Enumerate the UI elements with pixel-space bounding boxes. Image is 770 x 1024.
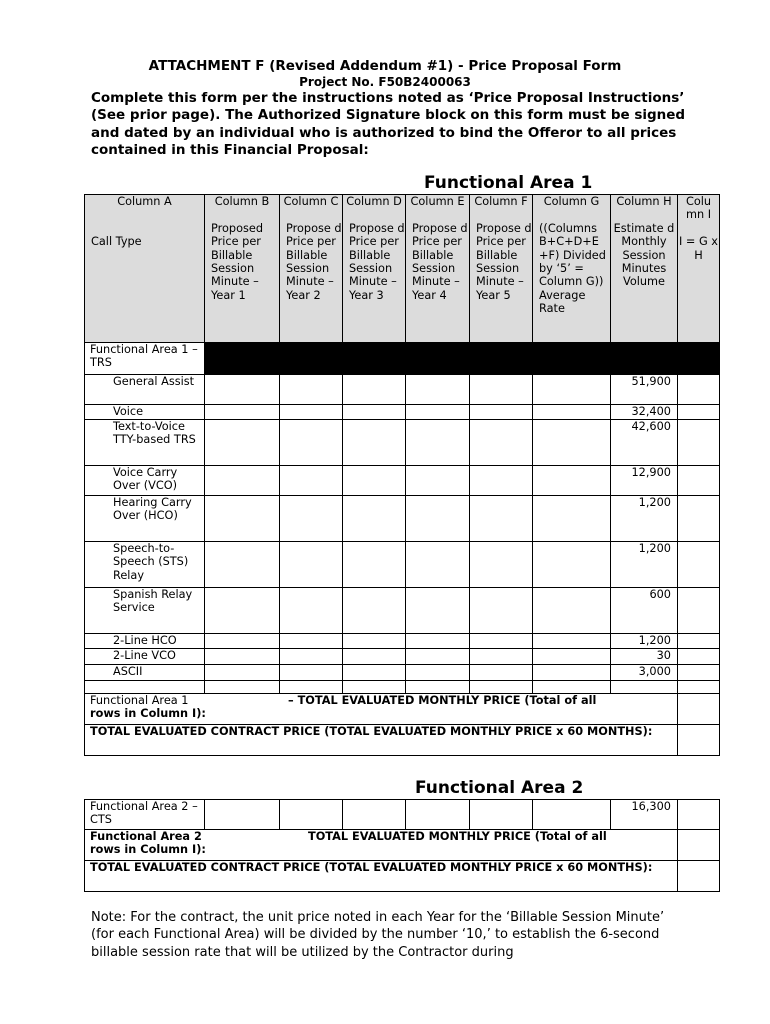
price-cell-year-4[interactable] bbox=[406, 466, 470, 496]
group-blackout bbox=[205, 343, 720, 375]
price-cell-year-1[interactable] bbox=[205, 588, 280, 634]
price-cell-year-4[interactable] bbox=[406, 588, 470, 634]
price-cell-year-3[interactable] bbox=[343, 496, 406, 542]
column-c-header: Column C Propose d Price per Billable Session Minute – Year 2 bbox=[280, 195, 343, 343]
call-type-label: Hearing Carry Over (HCO) bbox=[85, 496, 205, 542]
table-row bbox=[85, 542, 720, 588]
total-monthly-label: Functional Area 1 – TOTAL EVALUATED MONTHLY PRICE (Total of all rows in Column I): bbox=[85, 694, 678, 725]
table-row bbox=[85, 405, 720, 420]
instructions-paragraph: Complete this form per the instructions noted as ‘Price Proposal Instructions’ (See prior page). The Authorized Signature block on this form must be signed and dated by an individual who is authorized to bind the Offeror to all prices contained in this Financial Proposal: bbox=[91, 90, 686, 158]
total-monthly-row bbox=[85, 694, 720, 725]
table-row bbox=[85, 649, 720, 665]
average-rate-cell[interactable] bbox=[533, 405, 611, 420]
price-cell-year-4[interactable] bbox=[406, 634, 470, 649]
price-cell-year-1[interactable] bbox=[205, 634, 280, 649]
column-i-cell[interactable] bbox=[678, 665, 720, 681]
total-monthly-row bbox=[85, 830, 720, 861]
average-rate-cell[interactable] bbox=[533, 634, 611, 649]
price-cell-year-4[interactable] bbox=[406, 681, 470, 694]
volume-cell: 16,300 bbox=[611, 800, 678, 830]
column-i-cell[interactable] bbox=[678, 649, 720, 665]
total-monthly-value-cell[interactable] bbox=[678, 830, 720, 861]
price-cell-year-3[interactable] bbox=[343, 466, 406, 496]
price-cell-year-3[interactable] bbox=[343, 420, 406, 466]
column-i-cell[interactable] bbox=[678, 634, 720, 649]
table-row bbox=[85, 800, 720, 830]
note-paragraph: Note: For the contract, the unit price noted in each Year for the ‘Billable Session Minute’ (for each Functional Area) will be divided by the number ‘10,’ to establish the 6-second billable session rate that will be utilized by the Contractor during bbox=[91, 910, 665, 960]
column-f-header: Column F Propose d Price per Billable Session Minute – Year 5 bbox=[470, 195, 533, 343]
volume-cell: 42,600 bbox=[611, 420, 678, 466]
group-label: Functional Area 1 – TRS bbox=[85, 343, 205, 375]
price-cell-year-4[interactable] bbox=[406, 496, 470, 542]
column-i-header: Colu mn I I = G x H bbox=[678, 195, 720, 343]
column-i-cell[interactable] bbox=[678, 375, 720, 405]
price-cell-year-2[interactable] bbox=[280, 375, 343, 405]
price-cell-year-5[interactable] bbox=[470, 466, 533, 496]
table-row bbox=[85, 634, 720, 649]
price-cell-year-2[interactable] bbox=[280, 588, 343, 634]
price-cell-year-2[interactable] bbox=[280, 405, 343, 420]
price-cell-year-5[interactable] bbox=[470, 405, 533, 420]
column-i-cell[interactable] bbox=[678, 588, 720, 634]
total-contract-value-cell[interactable] bbox=[678, 861, 720, 892]
functional-area-2-heading: Functional Area 2 bbox=[415, 778, 584, 798]
volume-cell: 12,900 bbox=[611, 466, 678, 496]
price-cell-year-1[interactable] bbox=[205, 405, 280, 420]
total-contract-value-cell[interactable] bbox=[678, 725, 720, 756]
table-row bbox=[85, 665, 720, 681]
table-row bbox=[85, 420, 720, 466]
column-d-header: Column D Propose d Price per Billable Session Minute – Year 3 bbox=[343, 195, 406, 343]
functional-area-1-heading: Functional Area 1 bbox=[424, 173, 593, 193]
price-cell-year-5[interactable] bbox=[470, 800, 533, 830]
price-cell-year-5[interactable] bbox=[470, 681, 533, 694]
price-cell-year-3[interactable] bbox=[343, 542, 406, 588]
price-cell-year-5[interactable] bbox=[470, 496, 533, 542]
average-rate-cell[interactable] bbox=[533, 588, 611, 634]
column-i-cell[interactable] bbox=[678, 420, 720, 466]
volume-cell: 600 bbox=[611, 588, 678, 634]
volume-cell: 1,200 bbox=[611, 542, 678, 588]
call-type-label: Speech-to-Speech (STS) Relay bbox=[85, 542, 205, 588]
price-cell-year-1[interactable] bbox=[205, 420, 280, 466]
total-contract-label: TOTAL EVALUATED CONTRACT PRICE (TOTAL EVALUATED MONTHLY PRICE x 60 MONTHS): bbox=[85, 861, 678, 892]
price-cell-year-4[interactable] bbox=[406, 800, 470, 830]
price-cell-year-4[interactable] bbox=[406, 420, 470, 466]
price-cell-year-3[interactable] bbox=[343, 405, 406, 420]
average-rate-cell[interactable] bbox=[533, 375, 611, 405]
average-rate-cell[interactable] bbox=[533, 665, 611, 681]
price-cell-year-3[interactable] bbox=[343, 665, 406, 681]
average-rate-cell[interactable] bbox=[533, 649, 611, 665]
total-monthly-value-cell[interactable] bbox=[678, 694, 720, 725]
call-type-label: 2-Line VCO bbox=[85, 649, 205, 665]
blank-row bbox=[85, 681, 720, 694]
column-e-header: Column E Propose d Price per Billable Session Minute – Year 4 bbox=[406, 195, 470, 343]
price-cell-year-3[interactable] bbox=[343, 681, 406, 694]
price-cell-year-3[interactable] bbox=[343, 588, 406, 634]
price-cell-year-2[interactable] bbox=[280, 542, 343, 588]
price-cell-year-1[interactable] bbox=[205, 681, 280, 694]
column-i-cell[interactable] bbox=[678, 800, 720, 830]
price-cell-year-4[interactable] bbox=[406, 542, 470, 588]
price-cell-year-1[interactable] bbox=[205, 375, 280, 405]
column-i-cell[interactable] bbox=[678, 405, 720, 420]
volume-cell: 1,200 bbox=[611, 496, 678, 542]
call-type-label: ASCII bbox=[85, 665, 205, 681]
volume-cell: 3,000 bbox=[611, 665, 678, 681]
functional-area-1-table bbox=[84, 194, 720, 756]
price-cell-year-5[interactable] bbox=[470, 588, 533, 634]
price-cell-year-5[interactable] bbox=[470, 375, 533, 405]
average-rate-cell[interactable] bbox=[533, 800, 611, 830]
price-cell-year-5[interactable] bbox=[470, 542, 533, 588]
column-i-cell[interactable] bbox=[678, 496, 720, 542]
table-row bbox=[85, 496, 720, 542]
column-h-header: Column H Estimate d Monthly Session Minutes Volume bbox=[611, 195, 678, 343]
price-cell-year-1[interactable] bbox=[205, 649, 280, 665]
price-cell-year-2[interactable] bbox=[280, 420, 343, 466]
price-cell-year-4[interactable] bbox=[406, 665, 470, 681]
column-i-cell[interactable] bbox=[678, 466, 720, 496]
price-cell-year-3[interactable] bbox=[343, 800, 406, 830]
average-rate-cell[interactable] bbox=[533, 681, 611, 694]
price-cell-year-5[interactable] bbox=[470, 634, 533, 649]
total-contract-row bbox=[85, 725, 720, 756]
price-cell-year-2[interactable] bbox=[280, 496, 343, 542]
project-number: Project No. F50B2400063 bbox=[299, 75, 471, 89]
column-i-cell[interactable] bbox=[678, 681, 720, 694]
functional-area-2-table bbox=[84, 799, 720, 892]
price-cell-year-4[interactable] bbox=[406, 405, 470, 420]
price-cell-year-3[interactable] bbox=[343, 649, 406, 665]
volume-cell: 30 bbox=[611, 649, 678, 665]
total-contract-label: TOTAL EVALUATED CONTRACT PRICE (TOTAL EVALUATED MONTHLY PRICE x 60 MONTHS): bbox=[85, 725, 678, 756]
call-type-label: Text-to-Voice TTY-based TRS bbox=[85, 420, 205, 466]
total-contract-row bbox=[85, 861, 720, 892]
page-title: ATTACHMENT F (Revised Addendum #1) - Price Proposal Form bbox=[148, 58, 622, 74]
volume-cell: 32,400 bbox=[611, 405, 678, 420]
price-cell-year-1[interactable] bbox=[205, 800, 280, 830]
average-rate-cell[interactable] bbox=[533, 496, 611, 542]
price-cell-year-2[interactable] bbox=[280, 800, 343, 830]
price-cell-year-3[interactable] bbox=[343, 634, 406, 649]
volume-cell: 1,200 bbox=[611, 634, 678, 649]
price-cell-year-1[interactable] bbox=[205, 542, 280, 588]
column-b-header: Column B Proposed Price per Billable Session Minute – Year 1 bbox=[205, 195, 280, 343]
price-cell-year-4[interactable] bbox=[406, 649, 470, 665]
price-cell-year-3[interactable] bbox=[343, 375, 406, 405]
call-type-label: Spanish Relay Service bbox=[85, 588, 205, 634]
price-cell-year-5[interactable] bbox=[470, 665, 533, 681]
call-type-label: General Assist bbox=[85, 375, 205, 405]
price-cell-year-2[interactable] bbox=[280, 681, 343, 694]
column-header-row bbox=[85, 195, 720, 343]
table-row bbox=[85, 588, 720, 634]
total-monthly-label: Functional Area 2 TOTAL EVALUATED MONTHLY PRICE (Total of all rows in Column I): bbox=[85, 830, 678, 861]
price-cell-year-2[interactable] bbox=[280, 466, 343, 496]
volume-cell[interactable] bbox=[611, 681, 678, 694]
group-row bbox=[85, 343, 720, 375]
volume-cell: 51,900 bbox=[611, 375, 678, 405]
call-type-label: Functional Area 2 – CTS bbox=[85, 800, 205, 830]
call-type-label: 2-Line HCO bbox=[85, 634, 205, 649]
price-cell-year-1[interactable] bbox=[205, 496, 280, 542]
price-cell-year-2[interactable] bbox=[280, 649, 343, 665]
column-i-cell[interactable] bbox=[678, 542, 720, 588]
average-rate-cell[interactable] bbox=[533, 420, 611, 466]
column-g-header: Column G ((Columns B+C+D+E +F) Divided by ‘5’ = Column G)) Average Rate bbox=[533, 195, 611, 343]
price-cell-year-2[interactable] bbox=[280, 634, 343, 649]
price-cell-year-1[interactable] bbox=[205, 466, 280, 496]
price-cell-year-4[interactable] bbox=[406, 375, 470, 405]
column-a-header: Column A Call Type bbox=[85, 195, 205, 343]
price-cell-year-2[interactable] bbox=[280, 665, 343, 681]
price-cell-year-5[interactable] bbox=[470, 420, 533, 466]
table-row bbox=[85, 466, 720, 496]
table-row bbox=[85, 375, 720, 405]
average-rate-cell[interactable] bbox=[533, 542, 611, 588]
average-rate-cell[interactable] bbox=[533, 466, 611, 496]
price-cell-year-1[interactable] bbox=[205, 665, 280, 681]
call-type-label: Voice bbox=[85, 405, 205, 420]
call-type-label: Voice Carry Over (VCO) bbox=[85, 466, 205, 496]
price-cell-year-5[interactable] bbox=[470, 649, 533, 665]
